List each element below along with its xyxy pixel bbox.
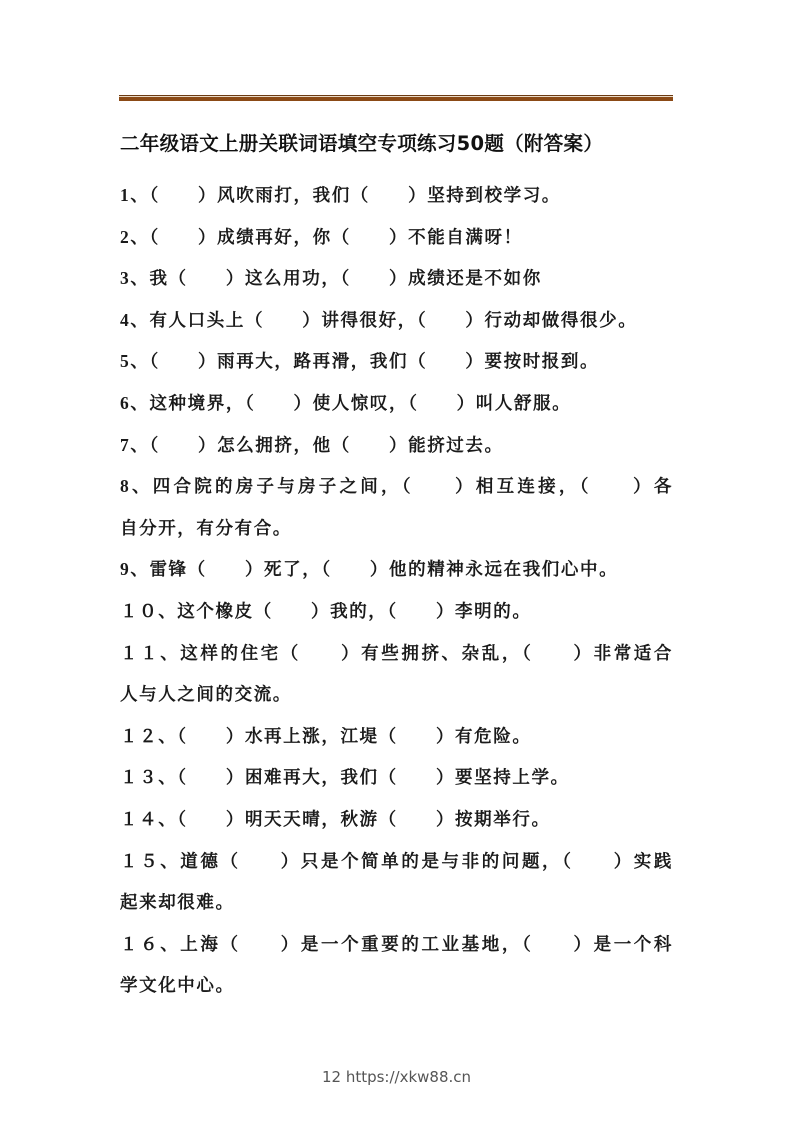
question-13: １３、（ ）困难再大，我们（ ）要坚持上学。 — [120, 767, 570, 788]
question-4: 4、有人口头上（ ）讲得很好，（ ）行动却做得很少。 — [120, 309, 638, 330]
question-8-line-2: 自分开，有分有合。 — [120, 517, 292, 538]
question-2: 2、（ ）成绩再好，你（ ）不能自满呀！ — [120, 226, 523, 247]
question-15-line-2: 起来却很难。 — [120, 892, 235, 913]
question-16-line-1: １６、上海（ ）是一个重要的工业基地，（ ）是一个科 — [120, 933, 673, 954]
question-5: 5、（ ）雨再大，路再滑，我们（ ）要按时报到。 — [120, 351, 600, 372]
question-15-line-1: １５、道德（ ）只是个简单的是与非的问题，（ ）实践 — [120, 850, 673, 871]
question-16-line-2: 学文化中心。 — [120, 975, 235, 996]
header-rule — [119, 95, 673, 101]
question-14: １４、（ ）明天天晴，秋游（ ）按期举行。 — [120, 808, 551, 829]
question-list — [120, 180, 673, 1012]
question-3: 3、我（ ）这么用功，（ ）成绩还是不如你 — [120, 268, 542, 289]
question-12: １２、（ ）水再上涨，江堤（ ）有危险。 — [120, 725, 532, 746]
question-7: 7、（ ）怎么拥挤，他（ ）能挤过去。 — [120, 434, 504, 455]
question-8-line-1: 8、四合院的房子与房子之间，（ ）相互连接，（ ）各 — [120, 476, 673, 497]
question-10: １０、这个橡皮（ ）我的，（ ）李明的。 — [120, 600, 532, 621]
header-rule-thick — [119, 97, 673, 101]
document-title: 二年级语文上册关联词语填空专项练习50题（附答案） — [120, 132, 604, 155]
page-footer: 12 https://xkw88.cn — [321, 1068, 472, 1086]
question-6: 6、这种境界，（ ）使人惊叹，（ ）叫人舒服。 — [120, 392, 572, 413]
question-9: 9、雷锋（ ）死了，（ ）他的精神永远在我们心中。 — [120, 559, 619, 580]
question-11-line-2: 人与人之间的交流。 — [120, 684, 292, 705]
question-11-line-1: １１、这样的住宅（ ）有些拥挤、杂乱，（ ）非常适合 — [120, 642, 673, 663]
question-1: 1、（ ）风吹雨打，我们（ ）坚持到校学习。 — [120, 185, 561, 205]
